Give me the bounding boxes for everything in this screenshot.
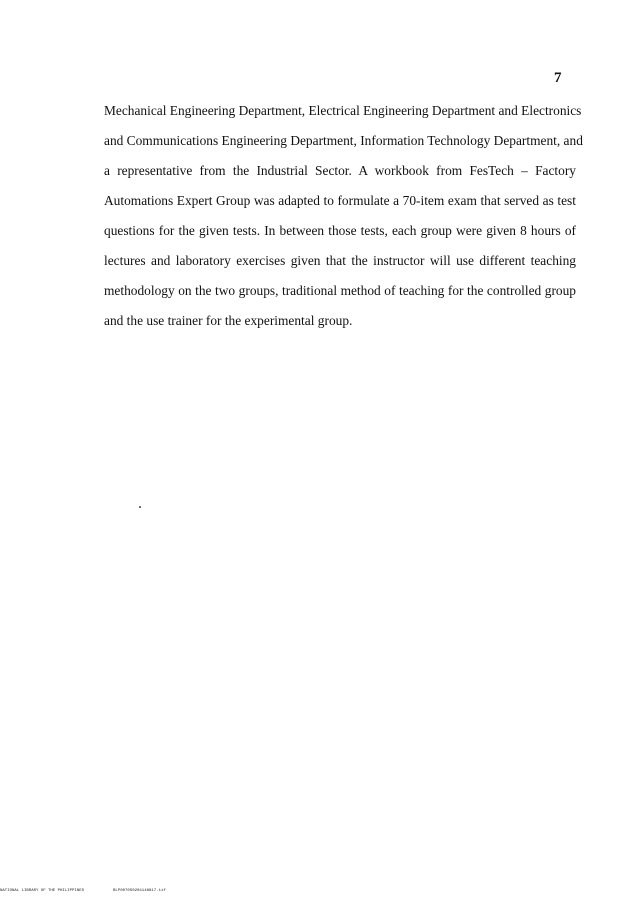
scan-footer	[0, 889, 166, 893]
footer-file-code: BLP0070S0204148817.tif	[113, 889, 166, 893]
paragraph-line: lectures and laboratory exercises given that the instructor will use different teaching	[104, 253, 576, 268]
paragraph-line: Mechanical Engineering Department, Electrical Engineering Department and Electronics	[104, 103, 582, 118]
body-paragraph	[104, 96, 583, 336]
paragraph-line: a representative from the Industrial Sector. A workbook from FesTech – Factory	[104, 163, 576, 178]
page-number: 7	[554, 70, 562, 86]
paragraph-line: and Communications Engineering Department, Information Technology Department, and	[104, 133, 583, 148]
scan-speck	[139, 506, 141, 508]
paragraph-line: methodology on the two groups, traditional method of teaching for the controlled group	[104, 283, 576, 298]
footer-library-name: NATIONAL LIBRARY OF THE PHILIPPINES	[0, 889, 85, 893]
paragraph-line: questions for the given tests. In between those tests, each group were given 8 hours of	[104, 223, 576, 238]
paragraph-line: Automations Expert Group was adapted to formulate a 70-item exam that served as test	[104, 193, 576, 208]
paragraph-line: and the use trainer for the experimental group.	[104, 313, 353, 328]
